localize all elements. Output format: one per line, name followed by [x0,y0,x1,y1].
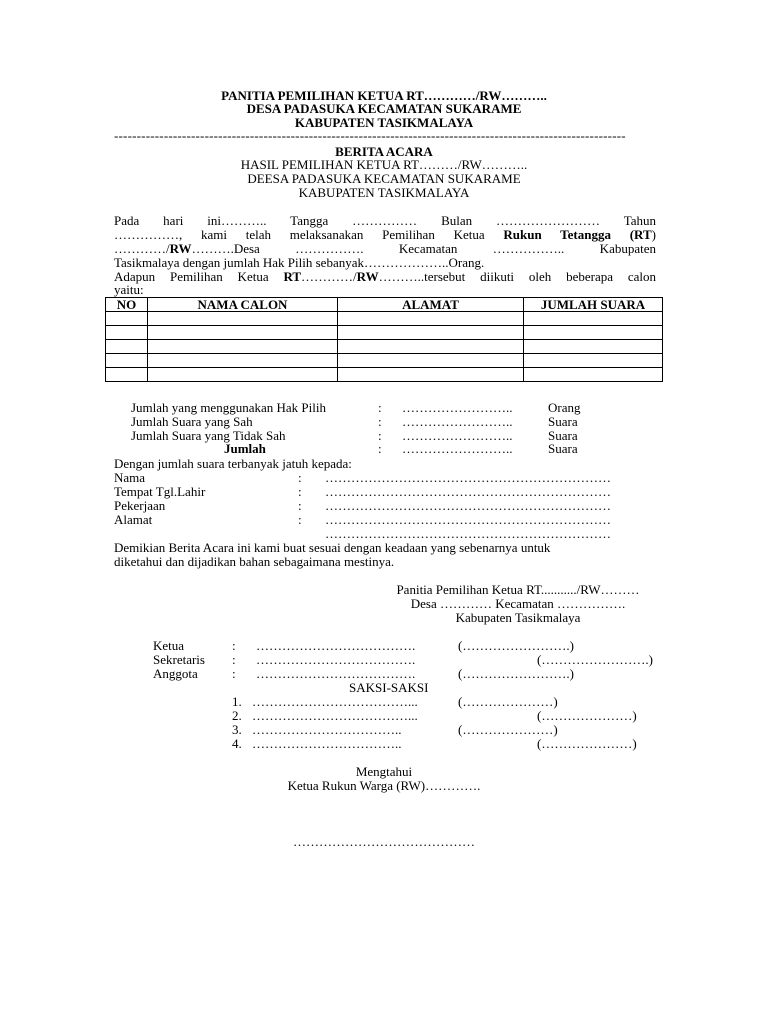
total-unit: Suara [548,428,578,443]
intro-line-1: Pada hari ini……….. Tangga …………… Bulan …………………… Tahun [114,213,656,228]
header-line-1: PANITIA PEMILIHAN KETUA RT…………/RW……….. [221,88,547,103]
table-cell [338,354,524,368]
table-cell [148,312,338,326]
total-dots: …………………….. [402,428,513,443]
table-cell [524,354,663,368]
officer-colon: : [232,638,236,653]
col-header-no: NO [106,298,148,312]
col-header-alamat: ALAMAT [338,298,524,312]
witness-number: 2. [232,708,242,723]
committee-line-3: Kabupaten Tasikmalaya [455,610,581,625]
title-sub-3: KABUPATEN TASIKMALAYA [298,185,470,200]
officer-signature: (…………………….) [537,652,653,667]
table-header-row [106,298,663,312]
header-line-2: DESA PADASUKA KECAMATAN SUKARAME [246,101,522,116]
witness-number: 3. [232,722,242,737]
table-cell [524,326,663,340]
winner-dots: ………………………………………………………… [325,484,611,499]
table-cell [338,340,524,354]
witness-dots: ………………………………... [252,694,418,709]
document-title: BERITA ACARA [335,144,433,159]
header-separator: ----------------------------------------------------------------------------------------------------------------- [114,129,626,143]
total-dots: …………………….. [402,441,513,456]
table-cell [524,312,663,326]
winner-colon: : [298,484,302,499]
table-row [106,326,663,340]
winner-colon: : [298,498,302,513]
officer-signature: (…………………….) [458,666,574,681]
winner-dots: ………………………………………………………… [325,470,611,485]
table-cell [148,340,338,354]
total-colon: : [378,400,382,415]
winner-intro: Dengan jumlah suara terbanyak jatuh kepada: [114,456,352,471]
table-cell [338,326,524,340]
total-colon: : [378,441,382,456]
col-header-jumlah-suara: JUMLAH SUARA [524,298,663,312]
witness-dots: ………………………………... [252,708,418,723]
officer-role-anggota: Anggota [153,666,198,681]
winner-dots: ………………………………………………………… [325,498,611,513]
total-unit: Orang [548,400,581,415]
winner-dots: ………………………………………………………… [325,512,611,527]
table-row [106,312,663,326]
winner-label-pekerjaan: Pekerjaan [114,498,166,513]
table-cell [338,312,524,326]
intro-line-3: …………/RW……….Desa ……………. Kecamatan …………….. Kabupaten [114,241,656,256]
table-cell [148,368,338,382]
intro-line-4: Tasikmalaya dengan jumlah Hak Pilih sebanyak………………..Orang. [114,255,485,270]
table-cell [338,368,524,382]
officer-role-ketua: Ketua [153,638,185,653]
winner-label-nama: Nama [114,470,146,485]
witness-number: 4. [232,736,242,751]
officer-colon: : [232,652,236,667]
officer-dots: ………………………………. [256,652,416,667]
total-dots: …………………….. [402,414,513,429]
intro-line-5: Adapun Pemilihan Ketua RT…………/RW………..tersebut diikuti oleh beberapa calon [114,269,656,284]
col-header-nama-calon: NAMA CALON [148,298,338,312]
officer-signature: (…………………….) [458,638,574,653]
table-cell [106,326,148,340]
approval-line-2: Ketua Rukun Warga (RW)…………. [287,778,481,793]
closing-line-1: Demikian Berita Acara ini kami buat sesuai dengan keadaan yang sebenarnya untuk [114,540,551,555]
witness-dots: …………………………….. [252,736,402,751]
witness-dots: …………………………….. [252,722,402,737]
table-cell [106,354,148,368]
committee-line-1: Panitia Pemilihan Ketua RT.........../RW……… [396,582,640,597]
title-sub-2: DEESA PADASUKA KECAMATAN SUKARAME [247,171,521,186]
witness-signature: (…………………) [458,722,558,737]
winner-colon: : [298,470,302,485]
candidate-table [105,297,663,382]
table-row [106,354,663,368]
total-unit: Suara [548,441,578,456]
total-dots: …………………….. [402,400,513,415]
winner-label-ttl: Tempat Tgl.Lahir [114,484,206,499]
officer-dots: ………………………………. [256,666,416,681]
officer-dots: ………………………………. [256,638,416,653]
winner-colon: : [298,512,302,527]
total-colon: : [378,428,382,443]
table-cell [106,368,148,382]
header-line-3: KABUPATEN TASIKMALAYA [294,115,474,130]
witness-signature: (…………………) [537,736,637,751]
total-label-hak-pilih: Jumlah yang menggunakan Hak Pilih [131,400,326,415]
closing-line-2: diketahui dan dijadikan bahan sebagaimana mestinya. [114,554,395,569]
table-cell [106,340,148,354]
total-colon: : [378,414,382,429]
total-label-jumlah: Jumlah [224,441,266,456]
winner-extra-dots: ………………………………………………………… [325,526,611,541]
table-cell [148,354,338,368]
table-cell [524,368,663,382]
intro-line-6: yaitu: [114,282,144,297]
total-unit: Suara [548,414,578,429]
witness-signature: (…………………) [458,694,558,709]
total-label-suara-sah: Jumlah Suara yang Sah [131,414,253,429]
witnesses-title: SAKSI-SAKSI [349,680,429,695]
officer-role-sekretaris: Sekretaris [153,652,205,667]
approval-signature: …………………………………… [293,834,475,849]
witness-signature: (…………………) [537,708,637,723]
table-cell [106,312,148,326]
approval-line-1: Mengtahui [355,764,413,779]
intro-line-2: ……………, kami telah melaksanakan Pemilihan Ketua Rukun Tetangga (RT) [114,227,656,242]
title-sub-1: HASIL PEMILIHAN KETUA RT………/RW……….. [240,157,528,172]
committee-line-2: Desa ………… Kecamatan ……………. [410,596,626,611]
table-row [106,368,663,382]
table-cell [524,340,663,354]
table-row [106,340,663,354]
table-cell [148,326,338,340]
witness-number: 1. [232,694,242,709]
winner-label-alamat: Alamat [114,512,153,527]
total-label-suara-tidak-sah: Jumlah Suara yang Tidak Sah [131,428,286,443]
officer-colon: : [232,666,236,681]
